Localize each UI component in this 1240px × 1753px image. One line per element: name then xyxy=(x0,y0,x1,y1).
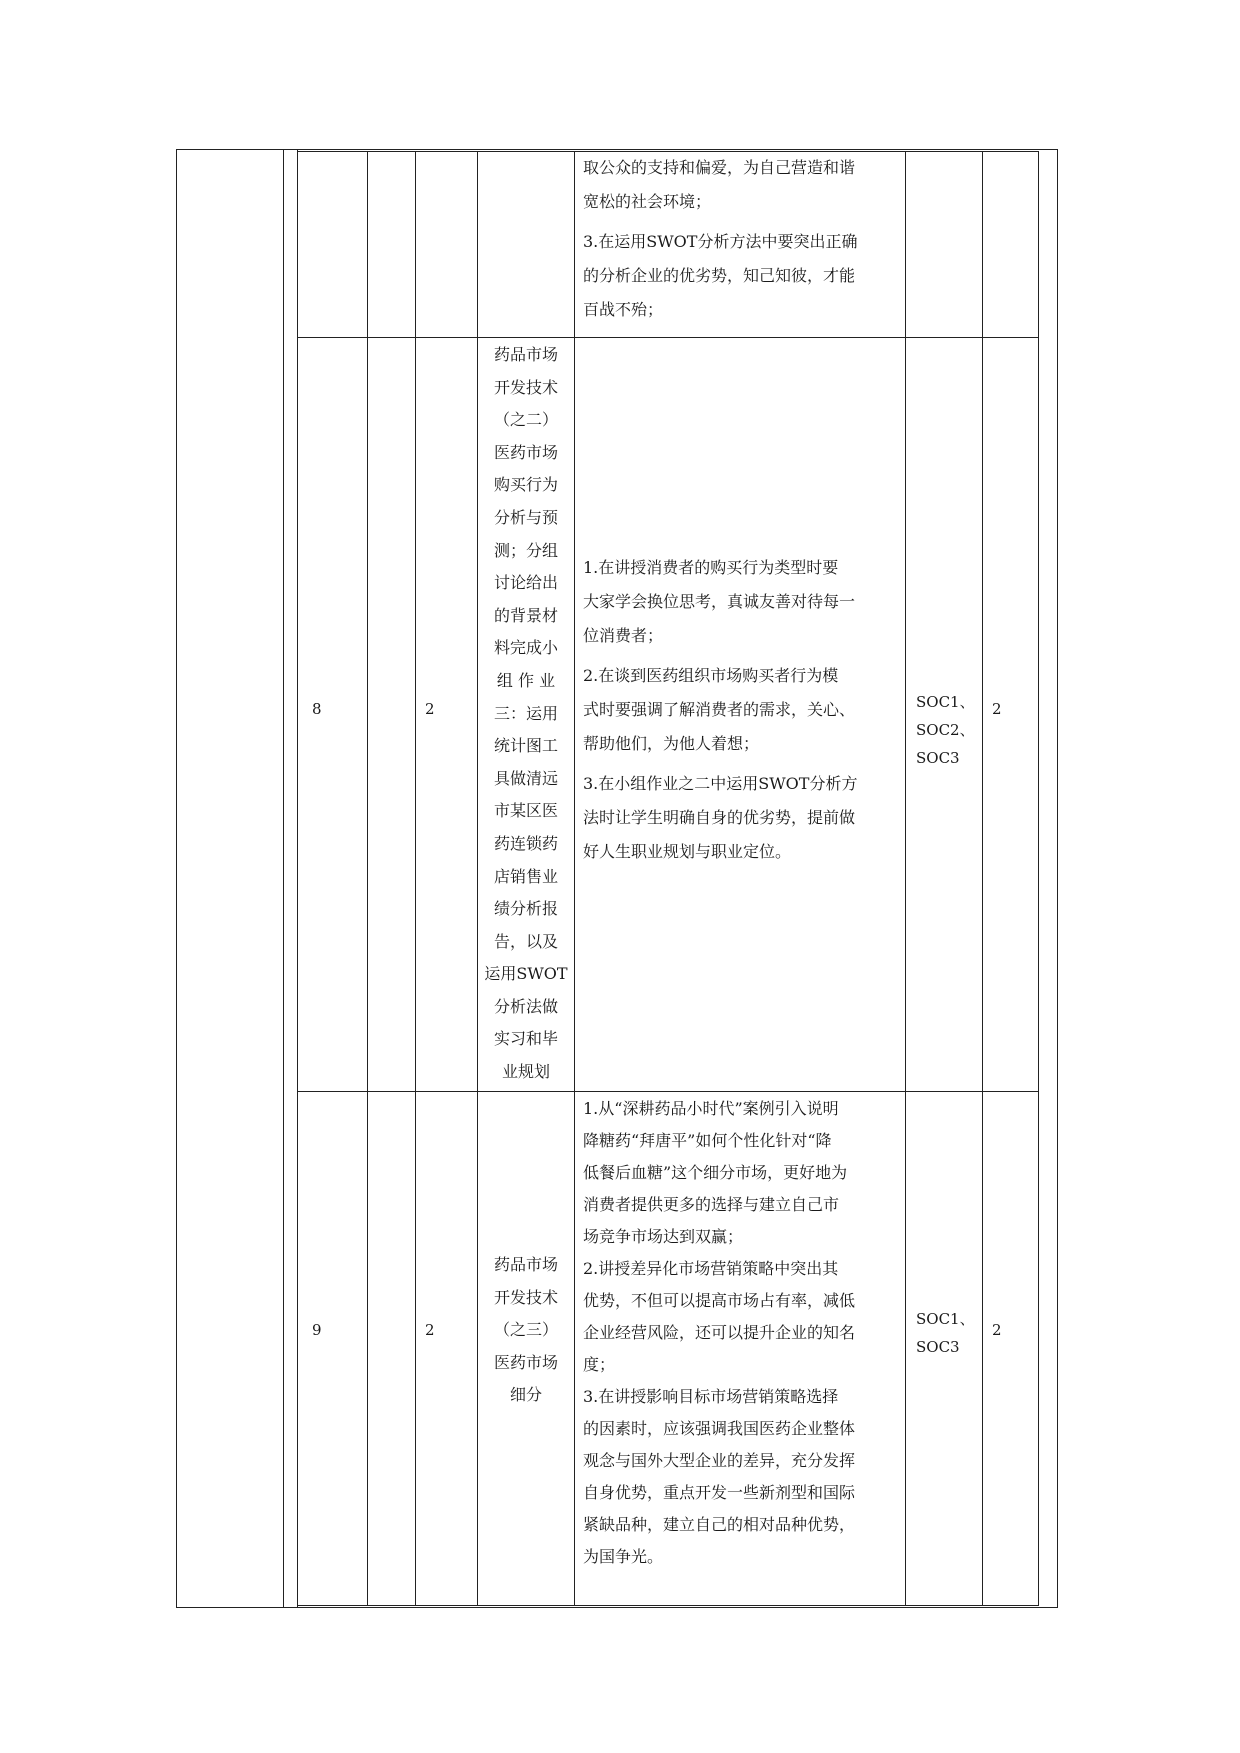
grid-line xyxy=(176,1607,1058,1608)
hours-cell: 2 xyxy=(425,700,435,718)
credit-cell: 2 xyxy=(992,1321,1002,1339)
grid-line xyxy=(297,1605,1039,1606)
content-paragraph: 取公众的支持和偏爱，为自己营造和谐 宽松的社会环境； xyxy=(583,158,856,211)
grid-line xyxy=(297,1091,1039,1092)
soc-cell: SOC1、 SOC2、 SOC3 xyxy=(916,693,975,767)
grid-line xyxy=(1057,149,1058,1608)
content-paragraph: 2.讲授差异化市场营销策略中突出其 优势，不但可以提高市场占有率，减低 企业经营风险，还可以提升企业的知名 度； xyxy=(583,1259,856,1374)
grid-line xyxy=(176,149,1058,150)
grid-line xyxy=(415,151,416,1606)
grid-line xyxy=(1038,151,1039,1606)
topic-cell: 药品市场 开发技术 （之二） 医药市场 购买行为 分析与预 测；分组 讨论给出 的背景材 料完成小 组 作 业 三：运用 统计图工 具做清远 市某区医 药连锁药 店销售业 绩分析报 告，以及 运用SWOT 分析法做 实习和毕 业规划 xyxy=(484,345,568,1082)
grid-line xyxy=(574,151,575,1606)
soc-cell: SOC1、 SOC3 xyxy=(916,1310,975,1356)
credit-cell: 2 xyxy=(992,700,1002,718)
content-paragraph: 3.在讲授影响目标市场营销策略选择 的因素时，应该强调我国医药企业整体 观念与国外大型企业的差异，充分发挥 自身优势，重点开发一些新剂型和国际 紧缺品种，建立自己的相对品种优势， 为国争光。 xyxy=(583,1387,856,1566)
content-paragraph: 3.在运用SWOT分析方法中要突出正确 的分析企业的优劣势，知己知彼，才能 百战不殆； xyxy=(583,232,858,319)
content-paragraph: 3.在小组作业之二中运用SWOT分析方 法时让学生明确自身的优劣势，提前做 好人生职业规划与职业定位。 xyxy=(583,774,858,861)
topic-cell: 药品市场 开发技术 （之三） 医药市场 细分 xyxy=(493,1255,558,1405)
grid-line xyxy=(905,151,906,1606)
grid-line xyxy=(982,151,983,1606)
row-number: 8 xyxy=(312,700,322,718)
content-paragraph: 1.在讲授消费者的购买行为类型时要 大家学会换位思考，真诚友善对待每一 位消费者； xyxy=(583,558,856,645)
grid-line xyxy=(176,149,177,1608)
content-paragraph: 2.在谈到医药组织市场购买者行为模 式时要强调了解消费者的需求，关心、 帮助他们，为他人着想； xyxy=(583,666,856,753)
row-number: 9 xyxy=(312,1321,322,1339)
content-paragraph: 1.从“深耕药品小时代”案例引入说明 降糖药“拜唐平”如何个性化针对“降 低餐后血糖”这个细分市场，更好地为 消费者提供更多的选择与建立自己市 场竞争市场达到双赢； xyxy=(583,1099,848,1246)
hours-cell: 2 xyxy=(425,1321,435,1339)
grid-line xyxy=(297,337,1039,338)
grid-line xyxy=(283,149,284,1608)
grid-line xyxy=(367,151,368,1606)
grid-line xyxy=(297,149,298,1608)
